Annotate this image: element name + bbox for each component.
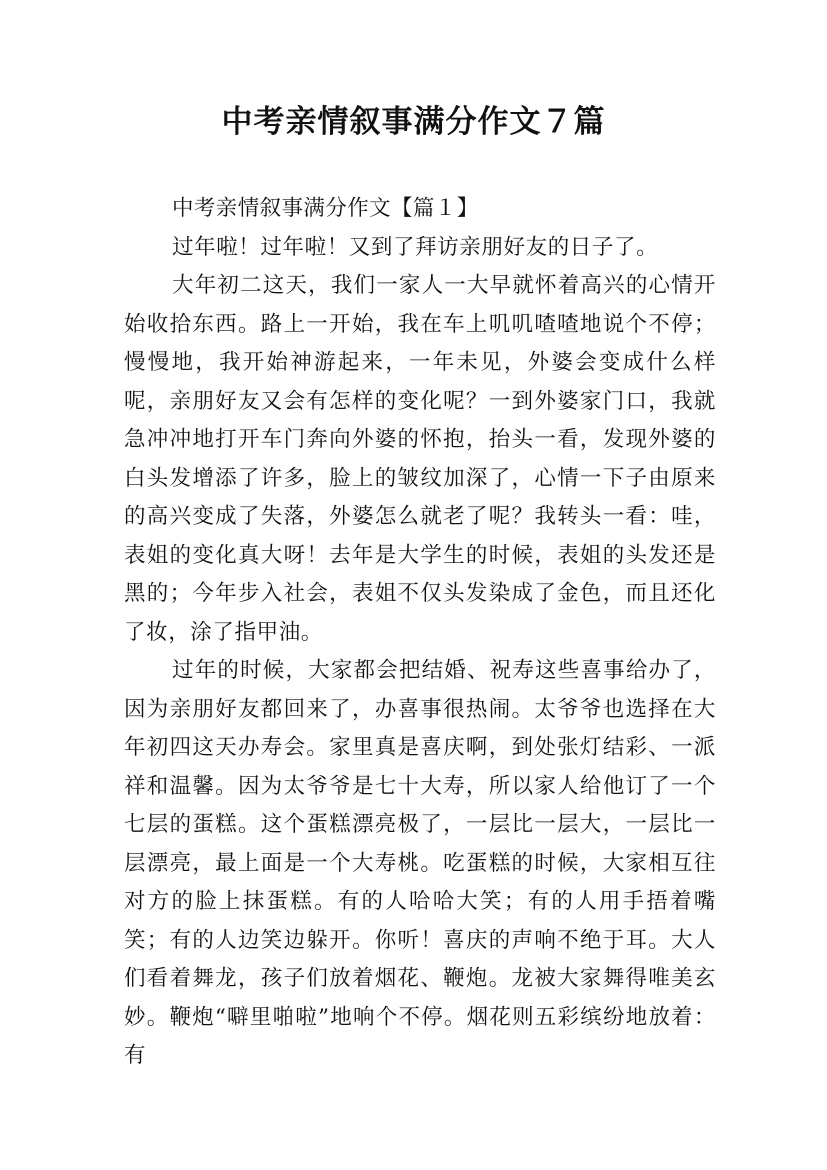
- paragraph-3: 过年的时候，大家都会把结婚、祝寿这些喜事给办了，因为亲朋好友都回来了，办喜事很热闹。太爷爷也选择在大年初四这天办寿会。家里真是喜庆啊，到处张灯结彩、一派祥和温馨。因为太爷爷是七十大寿，所以家人给他订了一个七层的蛋糕。这个蛋糕漂亮极了，一层比一层大，一层比一层漂亮，最上面是一个大寿桃。吃蛋糕的时候，大家相互往对方的脸上抹蛋糕。有的人哈哈大笑；有的人用手捂着嘴笑；有的人边笑边躲开。你听！喜庆的声响不绝于耳。大人们看着舞龙，孩子们放着烟花、鞭炮。龙被大家舞得唯美玄妙。鞭炮“噼里啪啦”地响个不停。烟花则五彩缤纷地放着：有: [124, 658, 716, 1068]
- paragraph-2: 大年初二这天，我们一家人一大早就怀着高兴的心情开始收拾东西。路上一开始，我在车上叽叽喳喳地说个不停；慢慢地，我开始神游起来，一年未见，外婆会变成什么样呢，亲朋好友又会有怎样的变化呢？一到外婆家门口，我就急冲冲地打开车门奔向外婆的怀抱，抬头一看，发现外婆的白头发增添了许多，脸上的皱纹加深了，心情一下子由原来的高兴变成了失落，外婆怎么就老了呢？我转头一看：哇，表姐的变化真大呀！去年是大学生的时候，表姐的头发还是黑的；今年步入社会，表姐不仅头发染成了金色，而且还化了妆，涂了指甲油。: [124, 273, 716, 645]
- document-body: [124, 190, 716, 1076]
- section-heading: 中考亲情叙事满分作文【篇１】: [172, 196, 479, 221]
- paragraph-1: 过年啦！过年啦！又到了拜访亲朋好友的日子了。: [172, 234, 659, 260]
- document-title: 中考亲情叙事满分作文７篇: [221, 104, 606, 140]
